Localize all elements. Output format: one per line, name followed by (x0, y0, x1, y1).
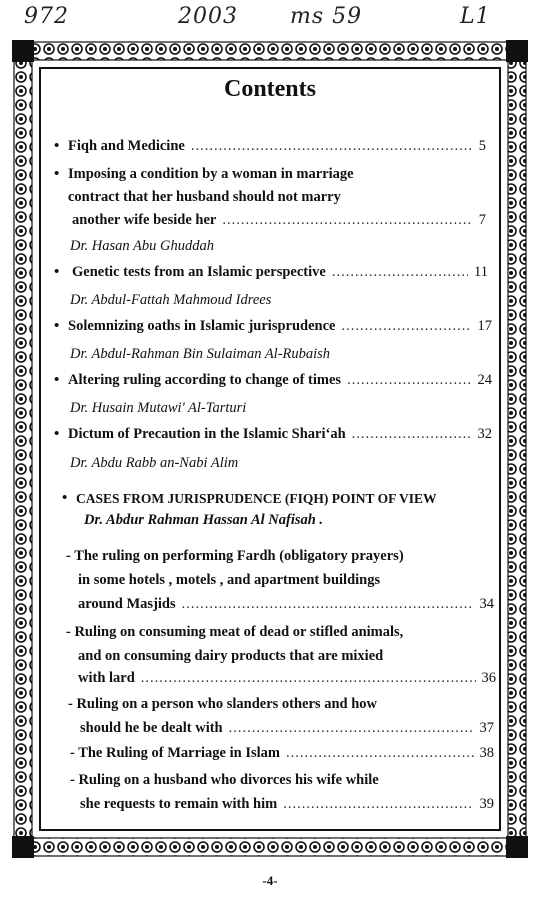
page-number: 34 (479, 596, 494, 612)
case-2-line-2: and on consuming dairy products that are mixied (78, 648, 384, 664)
toc-entry-author: Dr. Hasan Abu Ghuddah (70, 238, 214, 254)
page-number: 38 (479, 745, 494, 761)
handwritten-note-year: 2003 (178, 4, 238, 29)
page-number: 36 (481, 670, 496, 686)
case-title: - The Ruling of Marriage in Islam (70, 745, 280, 761)
toc-entry-author: Dr. Abdu Rabb an-Nabi Alim (70, 455, 239, 471)
toc-entry-title: another wife beside her (72, 212, 217, 228)
toc-entry-title: Solemnizing oaths in Islamic jurisprudence (68, 318, 336, 334)
toc-entry-2-line-2: contract that her husband should not marry (68, 189, 341, 205)
bullet: • (54, 264, 60, 280)
bullet: • (54, 426, 60, 442)
bullet: • (54, 318, 60, 334)
toc-entry-author: Dr. Abdul-Rahman Bin Sulaiman Al-Rubaish (70, 346, 331, 362)
case-title: with lard (78, 670, 135, 686)
case-2 (78, 670, 496, 687)
toc-entry-title: Fiqh and Medicine (68, 138, 185, 154)
handwritten-note-code: ms 59 (290, 4, 363, 29)
bullet: • (54, 138, 60, 154)
page-number: 5 (478, 138, 486, 154)
handwritten-note-right: L1 (460, 4, 491, 29)
case-5 (80, 796, 494, 813)
case-title: she requests to remain with him (80, 796, 278, 812)
cases-author: Dr. Abdur Rahman Hassan Al Nafisah . (84, 512, 324, 528)
case-2-line-1: - Ruling on consuming meat of dead or stifled animals, (66, 624, 404, 640)
case-1 (78, 596, 494, 613)
page-number: 17 (477, 318, 492, 334)
bullet: • (54, 166, 60, 182)
page-number: 39 (479, 796, 494, 812)
toc-entry-3 (72, 264, 488, 281)
toc-entry-5 (68, 372, 492, 389)
page-number: 32 (477, 426, 492, 442)
toc-entry-2-line-1: Imposing a condition by a woman in marriage (68, 166, 354, 182)
case-5-line-1: - Ruling on a husband who divorces his wife while (70, 772, 379, 788)
case-title: should he be dealt with (80, 720, 223, 736)
page-footer-number: -4- (262, 873, 278, 888)
case-1-line-2: in some hotels , motels , and apartment buildings (78, 572, 381, 588)
page-number: 24 (477, 372, 492, 388)
case-4 (70, 745, 494, 762)
case-1-line-1: - The ruling on performing Fardh (obligatory prayers) (66, 548, 404, 564)
toc-entry-6 (68, 426, 492, 443)
case-3 (80, 720, 494, 737)
case-3-line-1: - Ruling on a person who slanders others and how (68, 696, 377, 712)
handwritten-note-left: 972 (24, 4, 69, 29)
cases-heading: CASES FROM JURISPRUDENCE (FIQH) POINT OF VIEW (76, 491, 437, 506)
toc-entry-1 (68, 138, 486, 155)
toc-entry-title: Dictum of Precaution in the Islamic Shari‘ah (68, 426, 346, 442)
toc-entry-2 (72, 212, 486, 229)
bullet: • (54, 372, 60, 388)
page-number: 11 (474, 264, 488, 280)
bullet: • (62, 490, 68, 506)
page-number: 7 (478, 212, 486, 228)
page-title: Contents (223, 76, 316, 102)
toc-entry-author: Dr. Abdul-Fattah Mahmoud Idrees (70, 292, 272, 308)
toc-entry-4 (68, 318, 492, 335)
case-title: around Masjids (78, 596, 176, 612)
toc-entry-title: Altering ruling according to change of times (68, 372, 342, 388)
toc-entry-title: Genetic tests from an Islamic perspective (72, 264, 326, 280)
page-number: 37 (479, 720, 494, 736)
toc-entry-author: Dr. Husain Mutawi' Al-Tarturi (70, 400, 247, 416)
